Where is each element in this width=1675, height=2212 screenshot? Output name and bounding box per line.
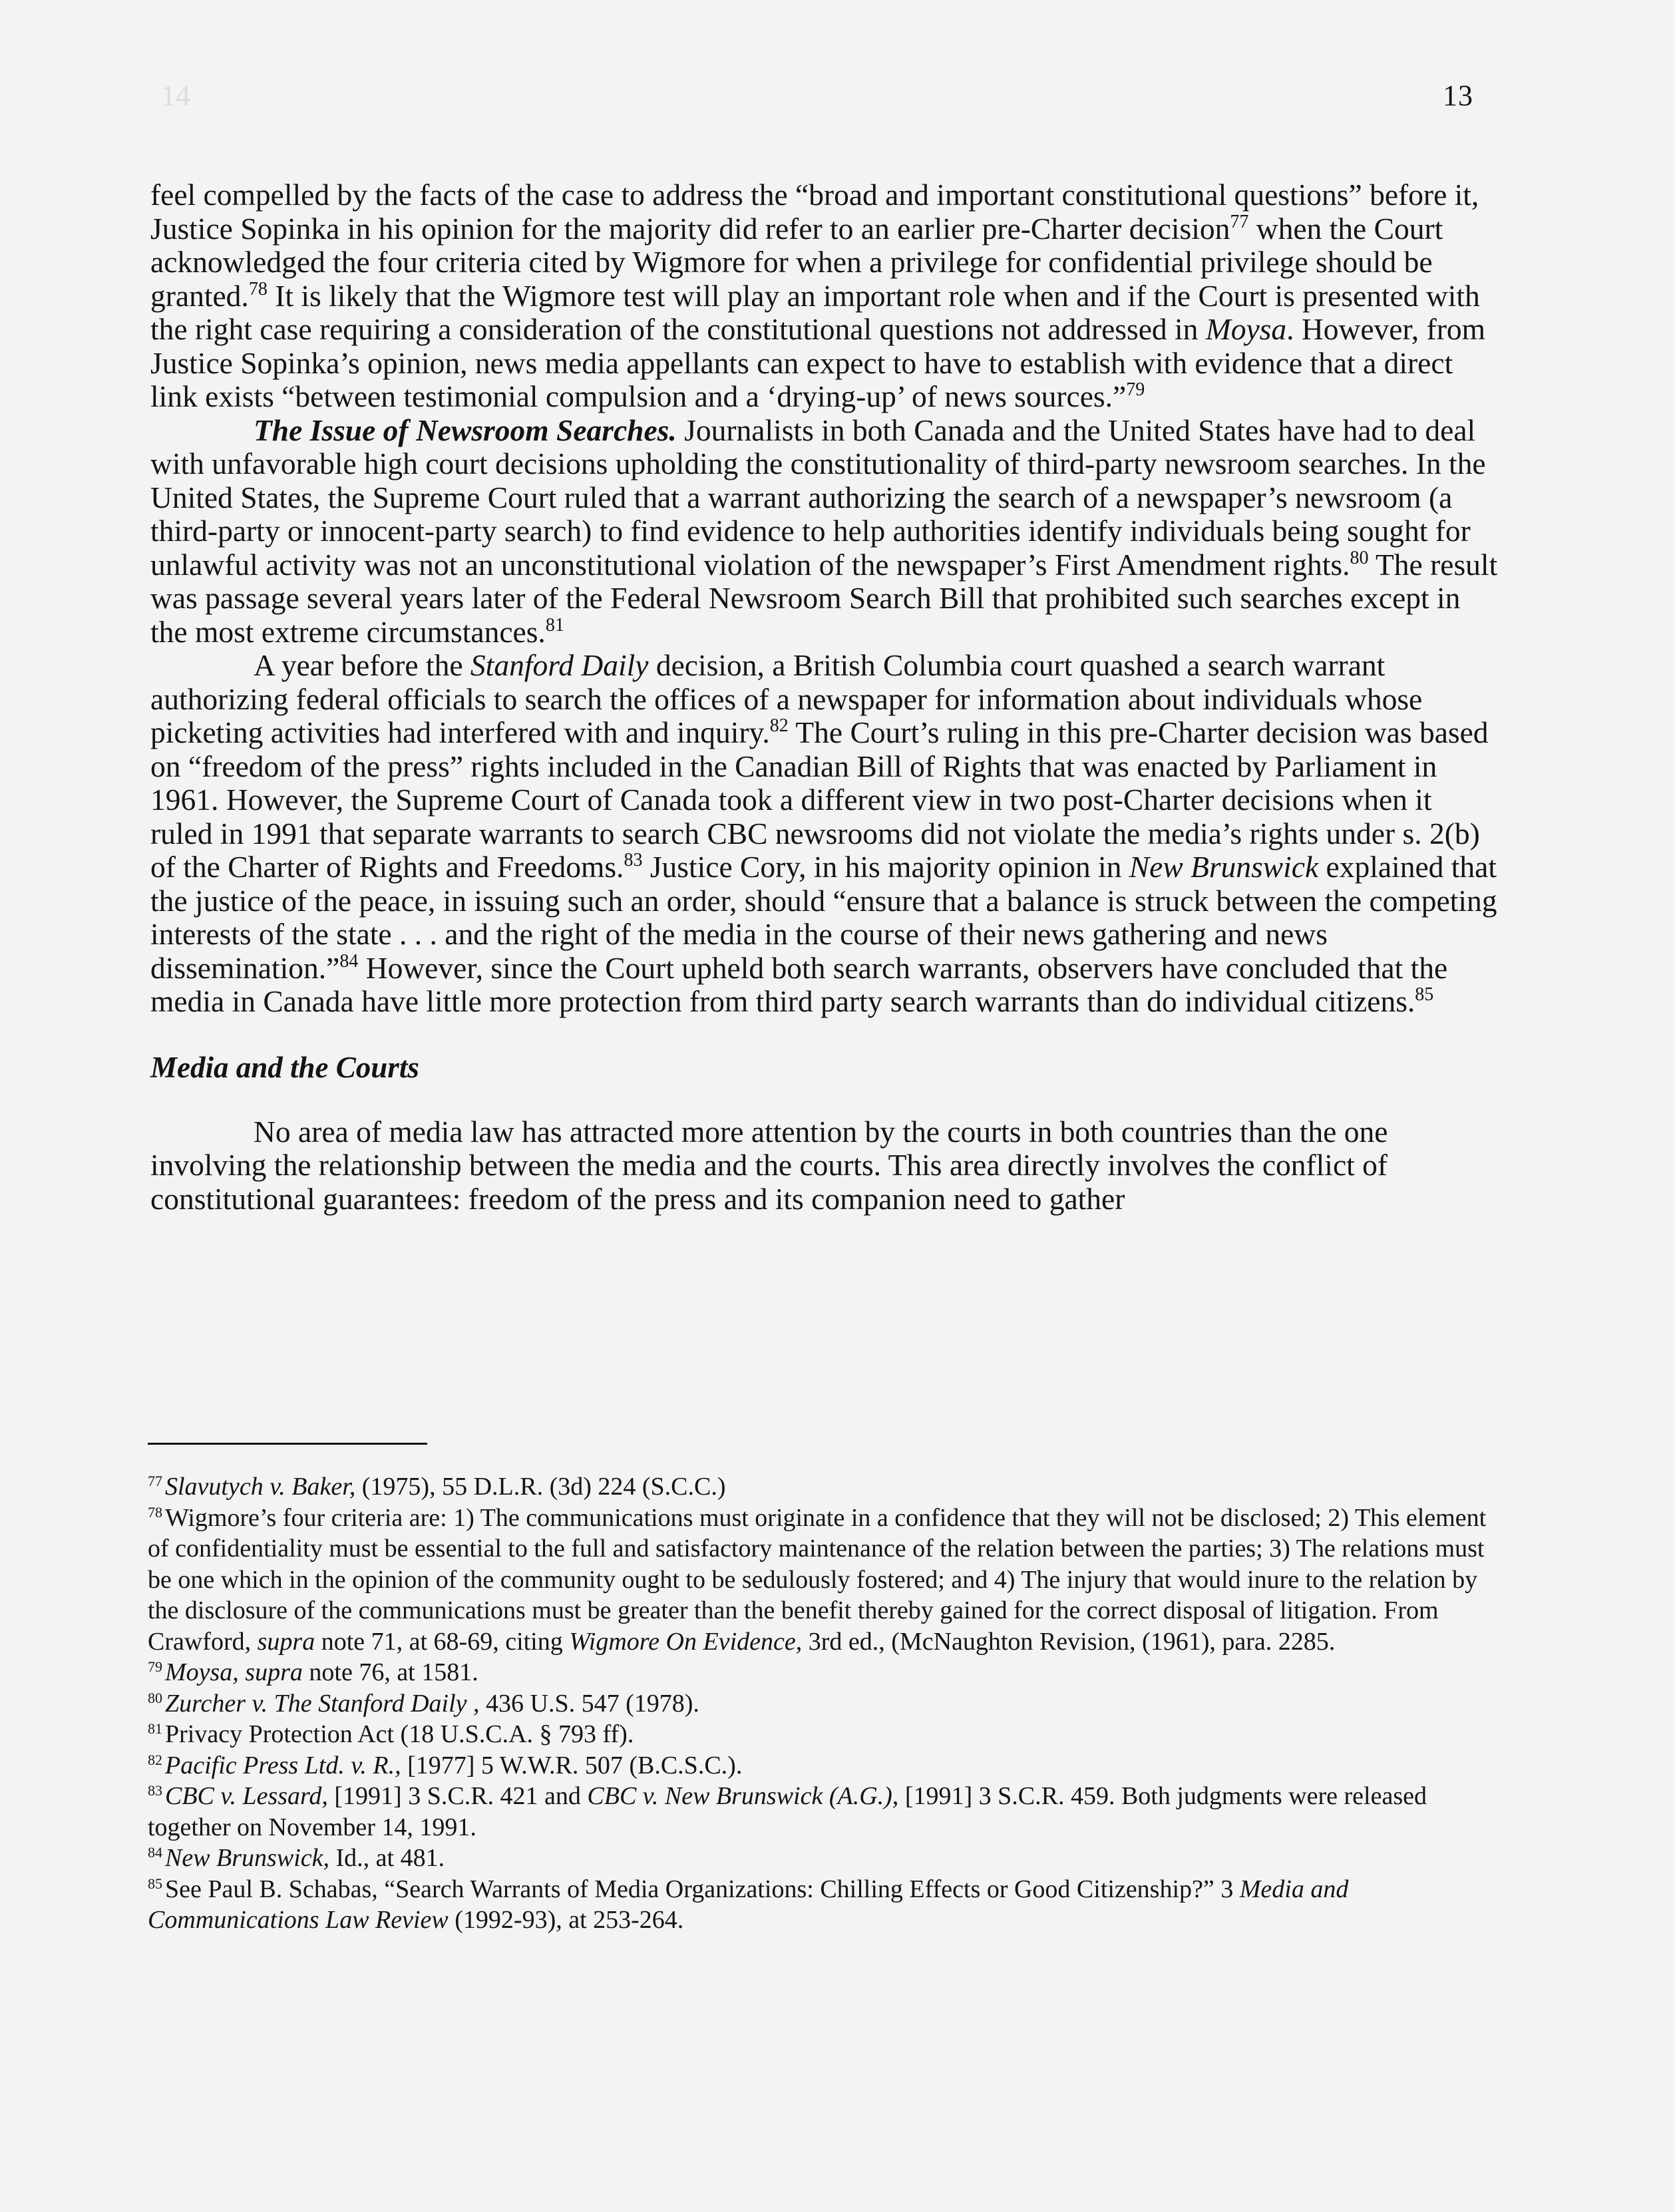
- footnote-ref: 82: [769, 715, 789, 736]
- paragraph-stanford-daily: [150, 649, 1499, 1019]
- bleed-through-page-number: 14: [161, 79, 190, 112]
- text-run: Privacy Protection Act (18 U.S.C.A. § 793 ff).: [165, 1720, 634, 1748]
- italic-text: Slavutych v. Baker,: [165, 1473, 356, 1501]
- inline-heading: The Issue of Newsroom Searches.: [254, 413, 677, 447]
- footnote-84: [148, 1843, 1505, 1874]
- text-run: [1977] 5 W.W.R. 507 (B.C.S.C.).: [401, 1751, 743, 1779]
- text-run: note 76, at 1581.: [302, 1658, 478, 1686]
- footnote-79: [148, 1657, 1505, 1688]
- text-run: note 71, at 68-69, citing: [315, 1627, 570, 1656]
- page-number: 13: [1443, 79, 1473, 112]
- footnote-ref: 81: [545, 614, 564, 636]
- footnote-number: 83: [148, 1782, 162, 1799]
- italic-text: Moysa, supra: [165, 1658, 303, 1686]
- italic-text: Stanford Daily: [470, 648, 649, 682]
- text-run: The Court’s ruling in this pre-Charter decision was based on “freedom of the press” rights included in the Canadian Bill of Rights that was enacted by Parliament in 1961. However, the Supreme Court of Canada took a different view in two post-Charter decisions when it ruled in 1991 that separate warrants to search CBC newsrooms did not violate the media’s rights under s. 2(b) of the Charter of Rights and Freedoms.: [150, 715, 1489, 884]
- text-run: It is likely that the Wigmore test will play an important role when and if the Court is presented with the right case requiring a consideration of the constitutional questions not addressed in: [150, 278, 1480, 346]
- text-run: feel compelled by the facts of the case to address the “broad and important constitutional questions” before it, Justice Sopinka in his opinion for the majority did refer to an earlier pre-Charter decision: [150, 178, 1479, 246]
- section-heading: Media and the Courts: [150, 1050, 419, 1084]
- footnote-ref: 83: [624, 850, 643, 870]
- footnote-number: 81: [148, 1720, 162, 1737]
- footnote-ref: 79: [1126, 379, 1145, 400]
- paragraph-continued: [150, 178, 1499, 414]
- italic-text: Wigmore On Evidence,: [569, 1627, 803, 1656]
- paragraph-media-courts: No area of media law has attracted more attention by the courts in both countries than the one involving the relationship between the media and the courts. This area directly involves the conflict of constitutional guarantees: freedom of the press and its companion need to gather: [150, 1114, 1388, 1216]
- footnote-81: [148, 1719, 1505, 1750]
- footnote-number: 79: [148, 1658, 162, 1675]
- italic-text: supra: [257, 1627, 315, 1656]
- text-run: when the Court acknowledged the four criteria cited by Wigmore for when a privilege for confidential privilege should be granted.: [150, 211, 1443, 313]
- text-run: Justice Cory, in his majority opinion in: [642, 850, 1129, 884]
- text-run: A year before the: [254, 648, 470, 682]
- footnote-number: 77: [148, 1473, 162, 1489]
- text-run: [1991] 3 S.C.R. 421 and: [327, 1782, 588, 1810]
- footnote-85: [148, 1874, 1505, 1936]
- italic-text: New Brunswick: [1129, 850, 1319, 884]
- italic-text: Media and Communications Law Review: [148, 1875, 1349, 1934]
- italic-text: Moysa: [1205, 312, 1287, 346]
- text-run: (1975), 55 D.L.R. (3d) 224 (S.C.C.): [355, 1473, 726, 1501]
- footnote-ref: 77: [1230, 211, 1249, 232]
- footnote-77: [148, 1471, 1505, 1503]
- footnote-number: 82: [148, 1751, 162, 1768]
- italic-text: Zurcher v. The Stanford Daily: [165, 1689, 467, 1718]
- footnote-80: [148, 1688, 1505, 1720]
- text-run: explained that the justice of the peace, in issuing such an order, should “ensure that a balance is struck between the competing interests of the state . . . and the right of the media in the course of their news gathering and news dissemination.”: [150, 850, 1497, 985]
- italic-text: Pacific Press Ltd. v. R.,: [165, 1751, 401, 1779]
- footnote-83: [148, 1781, 1505, 1843]
- text-run: Wigmore’s four criteria are: 1) The communications must originate in a confidence that they will not be disclosed; 2) This element of confidentiality must be essential to the full and satisfactory maintenance of the relation between the parties; 3) The relations must be one which in the opinion of the community ought to be sedulously fostered; and 4) The injury that would inure to the relation by the disclosure of the communications must be greater than the benefit thereby gained for the correct disposal of litigation. From Crawford,: [148, 1503, 1487, 1656]
- footnote-ref: 78: [248, 278, 268, 299]
- text-run: However, since the Court upheld both search warrants, observers have concluded that the media in Canada have little more protection from third party search warrants than do individual citizens.: [150, 950, 1448, 1018]
- footnote-number: 78: [148, 1503, 162, 1521]
- text-run: Id., at 481.: [329, 1844, 445, 1872]
- text-run: decision, a British Columbia court quashed a search warrant authorizing federal officials to search the offices of a newspaper for information about individuals whose picketing activities had interfered with and inquiry.: [150, 648, 1423, 749]
- italic-text: CBC v. Lessard,: [165, 1782, 328, 1810]
- footnote-82: [148, 1750, 1505, 1781]
- paragraph-newsroom-searches: [150, 414, 1499, 649]
- text-run: Journalists in both Canada and the United States have had to deal with unfavorable high court decisions upholding the constitutionality of third-party newsroom searches. In the United States, the Supreme Court ruled that a warrant authorizing the search of a newspaper’s newsroom (a third-party or innocent-party search) to find evidence to help authorities identify individuals being sought for unlawful activity was not an unconstitutional violation of the newspaper’s First Amendment rights.: [150, 413, 1486, 582]
- footnotes: [148, 1443, 1505, 1936]
- footnote-number: 85: [148, 1875, 162, 1892]
- footnote-ref: 80: [1350, 547, 1369, 568]
- footnote-number: 80: [148, 1689, 162, 1706]
- text-run: (1992-93), at 253-264.: [448, 1906, 684, 1934]
- footnote-ref: 85: [1415, 984, 1434, 1005]
- text-run: . However, from Justice Sopinka’s opinion, news media appellants can expect to have to establish with evidence that a direct link exists “between testimonial compulsion and a ‘drying-up’ of news sources.”: [150, 312, 1485, 413]
- footnote-number: 84: [148, 1844, 162, 1861]
- footnote-78: [148, 1503, 1505, 1658]
- footnote-ref: 84: [339, 950, 359, 972]
- text-run: [1991] 3 S.C.R. 459. Both judgments were released together on November 14, 1991.: [148, 1782, 1427, 1841]
- text-run: The result was passage several years later of the Federal Newsroom Search Bill that prohibited such searches except in the most extreme circumstances.: [150, 547, 1498, 649]
- footnote-divider: [148, 1443, 427, 1445]
- body-text: [150, 178, 1499, 1216]
- text-run: 3rd ed., (McNaughton Revision, (1961), para. 2285.: [802, 1627, 1336, 1656]
- text-run: See Paul B. Schabas, “Search Warrants of Media Organizations: Chilling Effects or Good Citizenship?” 3: [165, 1875, 1240, 1903]
- italic-text: CBC v. New Brunswick (A.G.),: [587, 1782, 899, 1810]
- footnote-list: [148, 1471, 1505, 1936]
- text-run: , 436 U.S. 547 (1978).: [466, 1689, 699, 1718]
- italic-text: New Brunswick,: [165, 1844, 329, 1872]
